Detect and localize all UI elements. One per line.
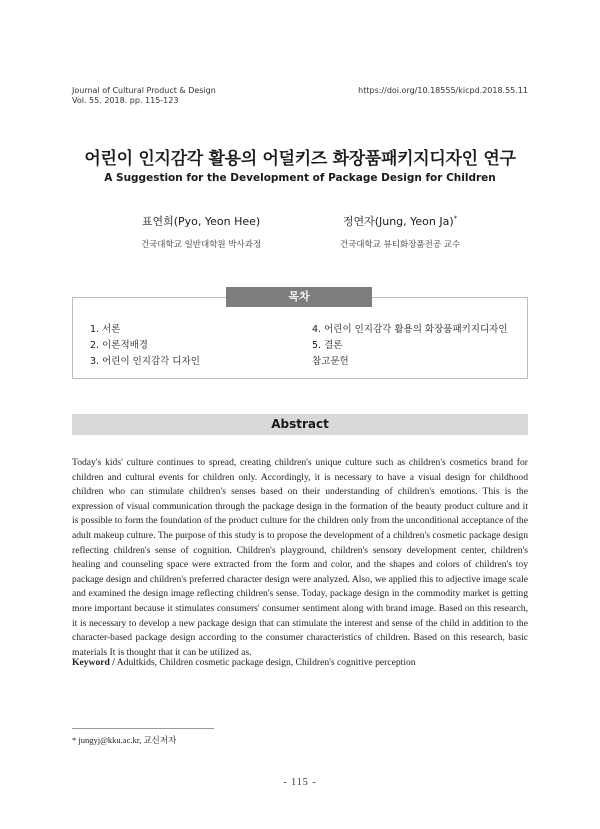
toc-left-column (90, 322, 200, 370)
doi-link[interactable]: https://doi.org/10.18555/kicpd.2018.55.11 (358, 86, 528, 95)
title-english: A Suggestion for the Development of Package Design for Children (104, 172, 496, 184)
author-2 (290, 213, 510, 250)
author-2-name: 정연자(Jung, Yeon Ja) (342, 215, 454, 228)
abstract-heading: Abstract (72, 414, 528, 435)
footnote-divider (72, 728, 214, 729)
author-2-affiliation: 건국대학교 뷰티화장품전공 교수 (339, 240, 461, 250)
page-number: - 115 - (283, 777, 317, 788)
title-korean: 어린이 인지감각 활용의 어덜키즈 화장품패키지디자인 연구 (84, 149, 516, 169)
toc-item: 3. 어린이 인지감각 디자인 (90, 356, 200, 367)
footnote: * jungyj@kku.ac.kr, 교신저자 (72, 735, 177, 745)
toc-item: 1. 서론 (90, 324, 121, 335)
toc-item: 2. 이론적배경 (90, 340, 148, 351)
author-2-marker: * (453, 214, 458, 223)
toc-item: 5. 결론 (312, 340, 343, 351)
author-1 (91, 213, 311, 250)
journal-volume: Vol. 55. 2018. pp. 115-123 (72, 96, 179, 105)
author-1-name: 표연희(Pyo, Yeon Hee) (141, 215, 261, 228)
toc-right-column (312, 322, 508, 370)
author-1-affiliation: 건국대학교 일반대학원 박사과정 (140, 240, 262, 250)
keyword-text: Adultkids, Children cosmetic package design, Children's cognitive perception (116, 657, 416, 668)
journal-name: Journal of Cultural Product & Design (72, 86, 216, 95)
toc-heading: 목차 (226, 287, 372, 307)
toc-item: 참고문헌 (312, 356, 349, 367)
keyword-line (72, 657, 528, 668)
journal-info (72, 86, 216, 106)
toc-item: 4. 어린이 인지감각 활용의 화장품패키지디자인 (312, 324, 508, 335)
abstract-text: Today's kids' culture continues to spread, creating children's unique culture such as children's cosmetics brand for children and cultural events for children only. Accordingly, it is necessary to have a visual design for childhood children who can stimulate children's senses based on their understanding of children's emotions. This is the expression of visual communication through the package design in the formation of the beauty product culture and it is possible to form the foundation of the product culture for the children only from the unconditional acceptance of the adult makeup culture. The purpose of this study is to propose the development of a children's cosmetic package design reflecting children's sense of cognition. Children's playground, children's sensory development center, children's healing and counseling space were extracted from the form and color, and the shapes and colors of children's toy package design and children's preferred character design were analyzed. Also, we applied this to adjective image scale and examined the design image reflecting children's sense. Today, package design in the commodity market is getting more important because it stimulates consumers' consumer sentiment along with brand image. Based on this research, it is necessary to develop a new package design that can stimulate the interest and sense of the child in addition to the character-based package design according to the consumer characteristics of children. Based on this research, basic materials It is thought that it can be utilized as. (72, 457, 528, 658)
keyword-label: Keyword / (72, 657, 115, 668)
